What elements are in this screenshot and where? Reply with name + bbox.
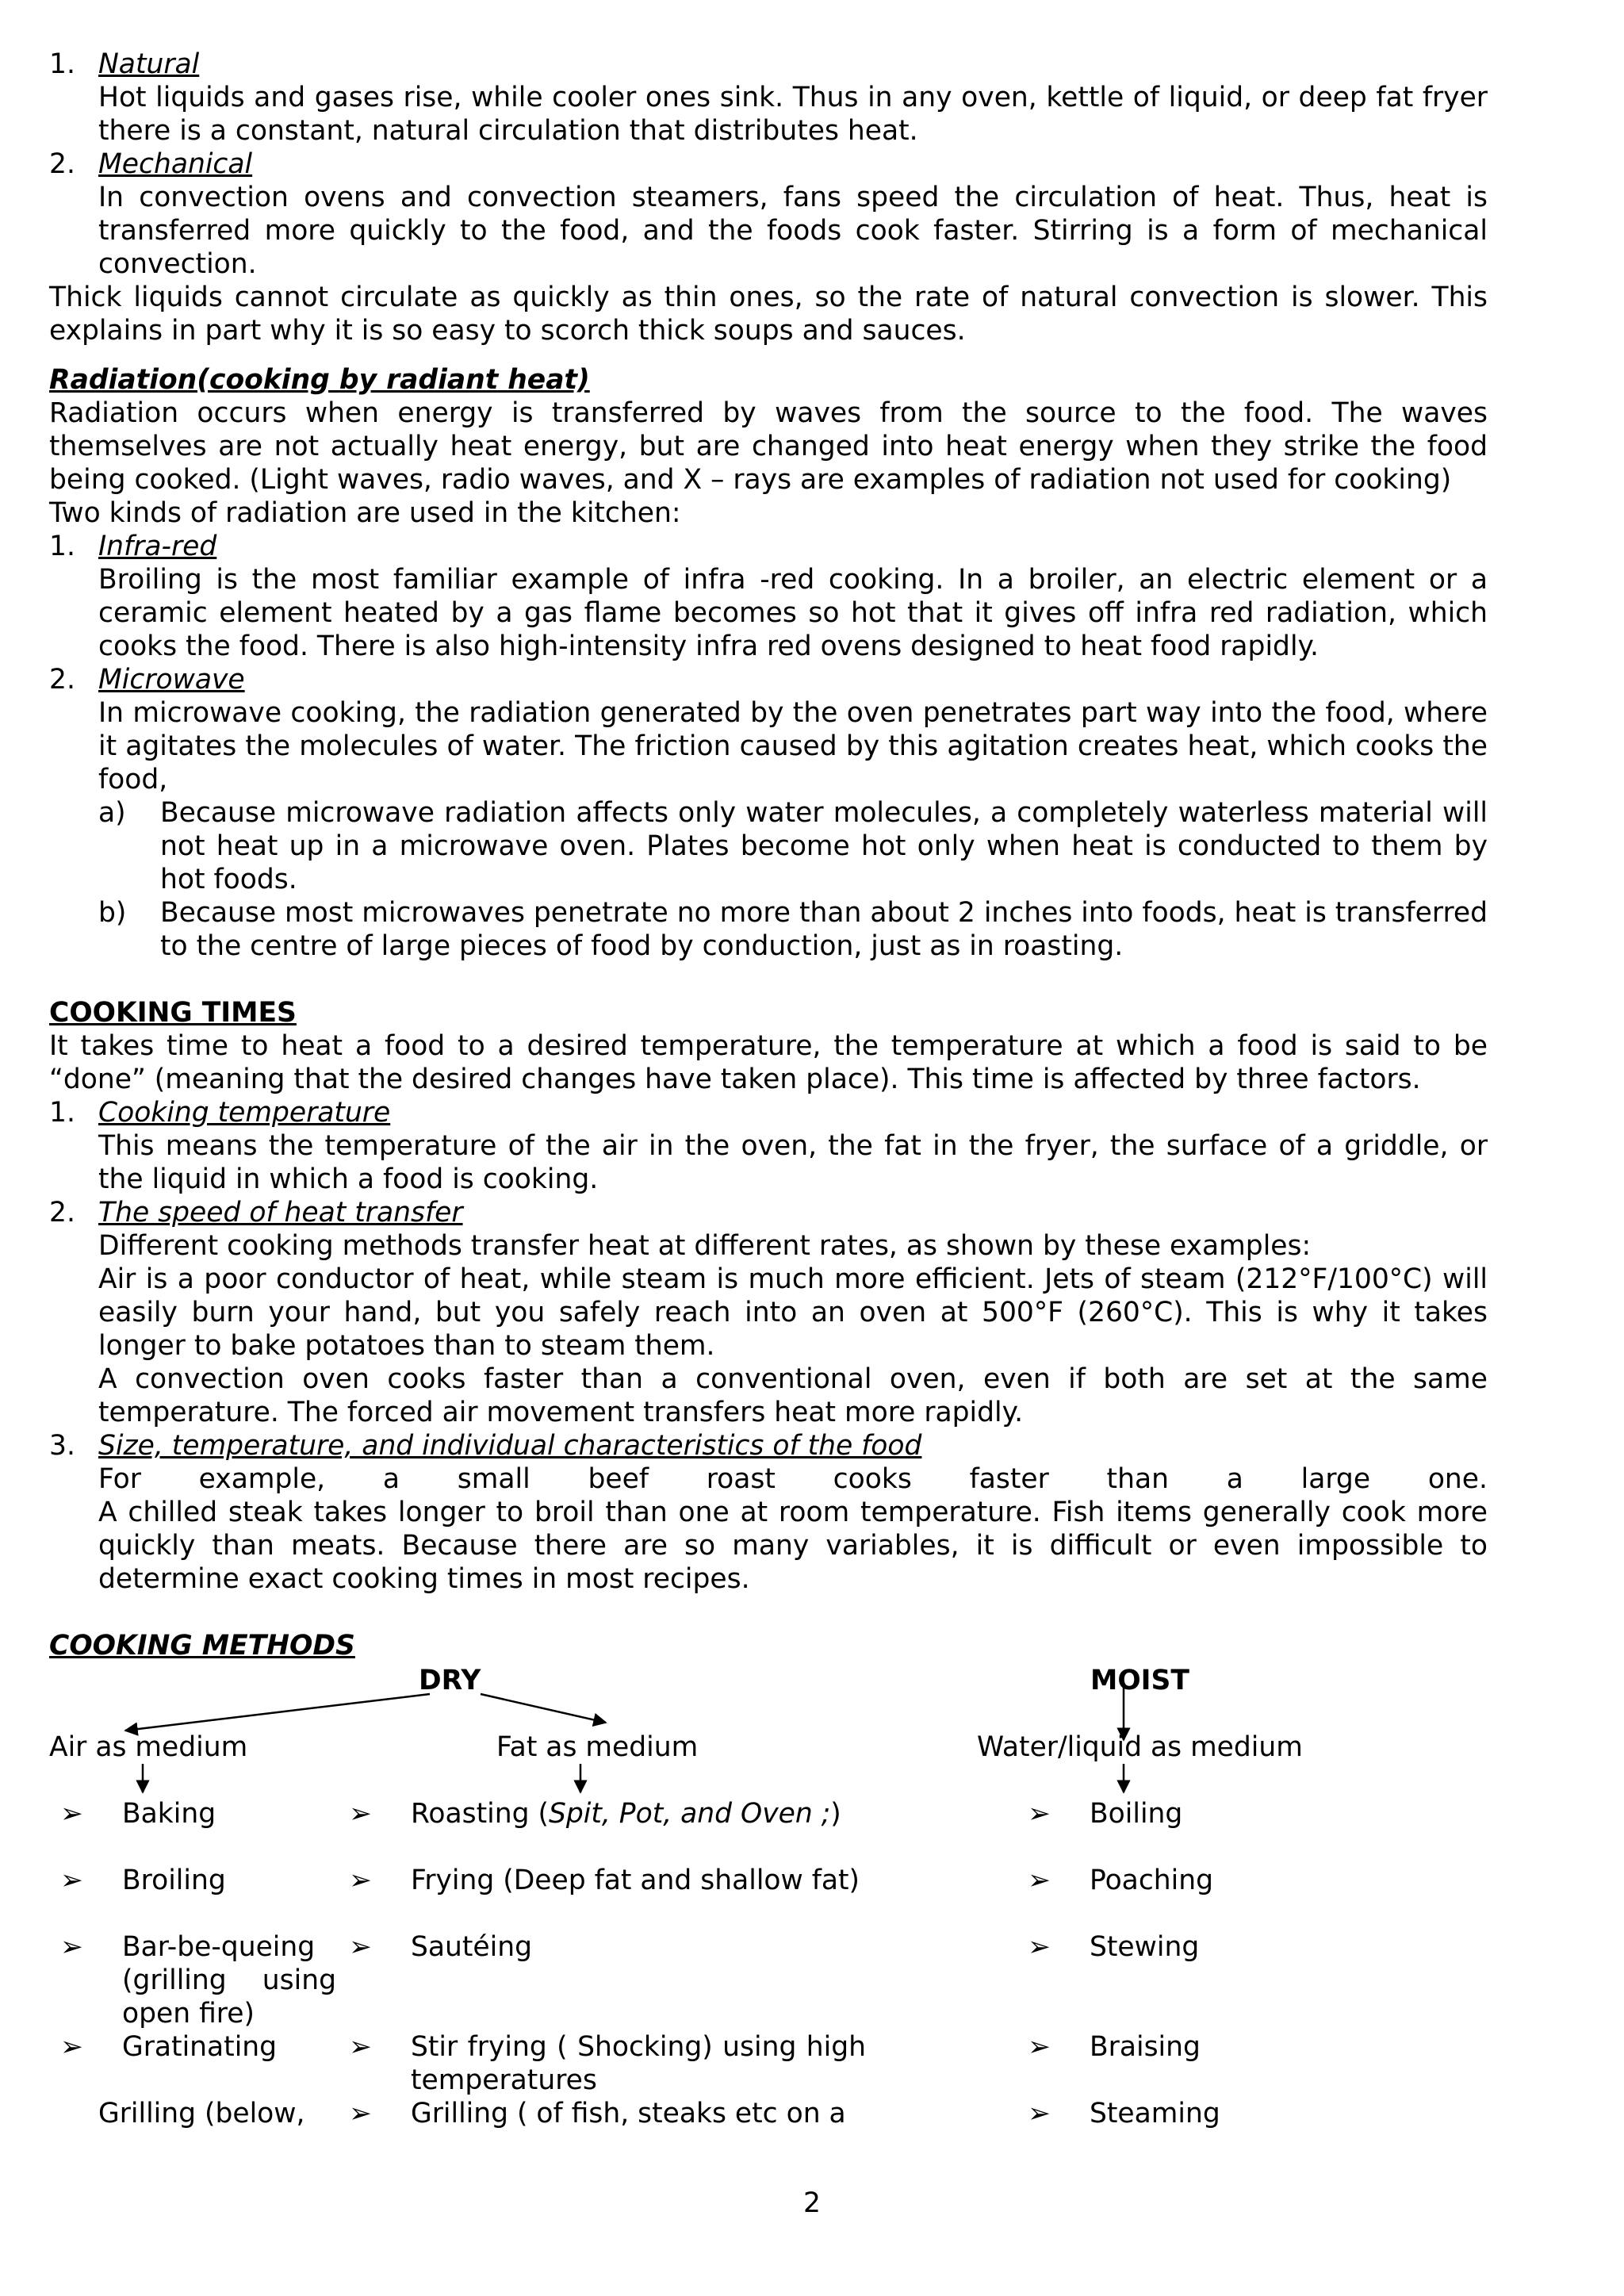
bullet-arrow-icon: ➢ bbox=[349, 1798, 372, 1830]
sub-item-label: b) bbox=[98, 897, 127, 929]
item-title: Mechanical bbox=[98, 148, 253, 180]
item-number: 1. bbox=[49, 48, 75, 80]
air-medium-label: Air as medium bbox=[49, 1731, 248, 1763]
list-item bbox=[349, 1797, 920, 1830]
roasting-types: Spit, Pot, and Oven ; bbox=[548, 1798, 831, 1830]
list-item bbox=[349, 1864, 904, 1897]
radiation-intro: Radiation occurs when energy is transferred by waves from the source to the food. The waves themselves are not actually heat energy, but are changed into heat energy when they strike the food being cooked. (Light waves, radio waves, and X – rays are examples of radiation not used for cooking) bbox=[49, 397, 1488, 496]
method-boiling: Boiling bbox=[1090, 1798, 1183, 1830]
bullet-arrow-icon: ➢ bbox=[349, 2098, 372, 2129]
bullet-arrow-icon: ➢ bbox=[60, 2031, 83, 2063]
list-item bbox=[60, 1797, 377, 1830]
bullet-arrow-icon: ➢ bbox=[349, 1931, 372, 1963]
sub-item-text: Because most microwaves penetrate no more than about 2 inches into foods, heat is transferred to the centre of large pieces of food by conduction, just as in roasting. bbox=[160, 897, 1488, 962]
list-item bbox=[49, 148, 1488, 281]
page-content bbox=[49, 48, 1488, 2178]
bullet-arrow-icon: ➢ bbox=[349, 1865, 372, 1896]
item-number: 2. bbox=[49, 1197, 75, 1228]
item-title: Natural bbox=[98, 48, 200, 80]
fat-medium-label: Fat as medium bbox=[496, 1731, 699, 1763]
page-number: 2 bbox=[803, 2187, 821, 2219]
list-item bbox=[60, 1864, 377, 1897]
bullet-arrow-icon: ➢ bbox=[349, 2031, 372, 2063]
section-heading-cooking-methods: COOKING METHODS bbox=[49, 1630, 355, 1662]
method-stir-frying: Stir frying ( Shocking) using high temperatures bbox=[411, 2031, 866, 2096]
method-grilling-below: Grilling (below, bbox=[98, 2098, 305, 2129]
item-number: 1. bbox=[49, 1097, 75, 1129]
method-sauteing: Sautéing bbox=[411, 1931, 533, 1963]
item-title: The speed of heat transfer bbox=[98, 1197, 463, 1228]
item-text: This means the temperature of the air in the oven, the fat in the fryer, the surface of a griddle, or the liquid in which a food is cooking. bbox=[98, 1130, 1488, 1195]
section-heading-radiation: Radiation(cooking by radiant heat) bbox=[49, 364, 590, 396]
list-item bbox=[49, 530, 1488, 663]
item-title: Cooking temperature bbox=[98, 1097, 391, 1129]
list-item bbox=[49, 1096, 1488, 1196]
list-item bbox=[60, 2030, 377, 2064]
list-item bbox=[1028, 1930, 1345, 1964]
bullet-arrow-icon: ➢ bbox=[1028, 1865, 1051, 1896]
item-text: Broiling is the most familiar example of infra -red cooking. In a broiler, an electric element or a ceramic element heated by a gas flame becomes so hot that it gives off infra red radiation, which cooks the food. There is also high-intensity infra red ovens designed to heat food rapidly. bbox=[98, 564, 1488, 662]
item-text: Different cooking methods transfer heat at different rates, as shown by these examples: bbox=[98, 1230, 1312, 1262]
item-text: In microwave cooking, the radiation generated by the oven penetrates part way into the food, where it agitates the molecules of water. The friction caused by this agitation creates heat, which cooks the food, bbox=[98, 697, 1488, 795]
item-title: Infra-red bbox=[98, 531, 217, 562]
bullet-arrow-icon: ➢ bbox=[60, 1931, 83, 1963]
list-item bbox=[60, 1930, 339, 2030]
item-text: A convection oven cooks faster than a conventional oven, even if both are set at the same temperature. The forced air movement transfers heat more rapidly. bbox=[98, 1363, 1488, 1428]
sub-item-label: a) bbox=[98, 797, 126, 829]
list-item bbox=[1028, 1797, 1345, 1830]
bullet-arrow-icon: ➢ bbox=[60, 1798, 83, 1830]
list-item bbox=[1028, 1864, 1345, 1897]
item-text: In convection ovens and convection steamers, fans speed the circulation of heat. Thus, heat is transferred more quickly to the food, and the foods cook faster. Stirring is a form of mechanical convection. bbox=[98, 182, 1488, 280]
sub-item bbox=[98, 796, 1488, 896]
bullet-arrow-icon: ➢ bbox=[60, 1865, 83, 1896]
bullet-arrow-icon: ➢ bbox=[1028, 2098, 1051, 2129]
roasting-prefix: Roasting ( bbox=[411, 1798, 549, 1830]
bullet-arrow-icon: ➢ bbox=[1028, 1798, 1051, 1830]
dry-label: DRY bbox=[419, 1665, 481, 1696]
method-barbecue: Bar-be-queing (grilling using open fire) bbox=[122, 1931, 336, 2030]
roasting-suffix: ) bbox=[830, 1798, 841, 1830]
sub-item bbox=[98, 896, 1488, 963]
item-title: Microwave bbox=[98, 664, 245, 696]
bullet-arrow-icon: ➢ bbox=[1028, 2031, 1051, 2063]
list-item bbox=[1028, 2097, 1345, 2130]
item-text: Hot liquids and gases rise, while cooler ones sink. Thus in any oven, kettle of liquid, or deep fat fryer there is a constant, natural circulation that distributes heat. bbox=[98, 82, 1488, 147]
method-braising: Braising bbox=[1090, 2031, 1201, 2063]
method-broiling: Broiling bbox=[122, 1865, 226, 1896]
arrow-dry-to-fat bbox=[481, 1694, 606, 1723]
item-title: Size, temperature, and individual characteristics of the food bbox=[98, 1430, 922, 1462]
list-item bbox=[1028, 2030, 1345, 2064]
method-stewing: Stewing bbox=[1090, 1931, 1200, 1963]
method-grilling: Grilling ( of fish, steaks etc on a bbox=[411, 2098, 846, 2129]
arrow-dry-to-air bbox=[125, 1694, 430, 1731]
item-number: 3. bbox=[49, 1430, 75, 1462]
moist-label: MOIST bbox=[1090, 1665, 1189, 1696]
list-item bbox=[49, 1429, 1488, 1596]
list-item bbox=[349, 2030, 904, 2097]
item-text: Air is a poor conductor of heat, while steam is much more efficient. Jets of steam (212°F/100°C) will easily burn your hand, but you safely reach into an oven at 500°F (260°C). This is why it takes longer to bake potatoes than to steam them. bbox=[98, 1263, 1488, 1362]
list-item bbox=[349, 1930, 904, 1964]
list-item bbox=[49, 663, 1488, 963]
list-item bbox=[49, 1196, 1488, 1429]
convection-note: Thick liquids cannot circulate as quickly as thin ones, so the rate of natural convection is slower. This explains in part why it is so easy to scorch thick soups and sauces. bbox=[49, 282, 1488, 347]
radiation-kinds: Two kinds of radiation are used in the kitchen: bbox=[49, 497, 681, 529]
list-item bbox=[49, 48, 1488, 148]
method-poaching: Poaching bbox=[1090, 1865, 1214, 1896]
method-frying: Frying (Deep fat and shallow fat) bbox=[411, 1865, 860, 1896]
list-item bbox=[349, 2097, 920, 2130]
item-number: 2. bbox=[49, 664, 75, 696]
water-medium-label: Water/liquid as medium bbox=[977, 1731, 1303, 1763]
method-roasting bbox=[411, 1797, 841, 1830]
cooking-methods-diagram bbox=[49, 1664, 1488, 2178]
section-heading-cooking-times: COOKING TIMES bbox=[49, 997, 297, 1029]
item-number: 2. bbox=[49, 148, 75, 180]
cooking-times-intro: It takes time to heat a food to a desired temperature, the temperature at which a food is said to be “done” (meaning that the desired changes have taken place). This time is affected by three factors. bbox=[49, 1030, 1488, 1095]
method-gratinating: Gratinating bbox=[122, 2031, 278, 2063]
item-text: For example, a small beef roast cooks faster than a large one. bbox=[98, 1463, 1488, 1495]
item-number: 1. bbox=[49, 531, 75, 562]
item-text: A chilled steak takes longer to broil than one at room temperature. Fish items generally cook more quickly than meats. Because there are so many variables, it is difficult or even impossible to determine exact cooking times in most recipes. bbox=[98, 1497, 1488, 1595]
sub-item-text: Because microwave radiation affects only water molecules, a completely waterless material will not heat up in a microwave oven. Plates become hot only when heat is conducted to them by hot foods. bbox=[160, 797, 1488, 895]
bullet-arrow-icon: ➢ bbox=[1028, 1931, 1051, 1963]
method-baking: Baking bbox=[122, 1798, 216, 1830]
method-steaming: Steaming bbox=[1090, 2098, 1220, 2129]
